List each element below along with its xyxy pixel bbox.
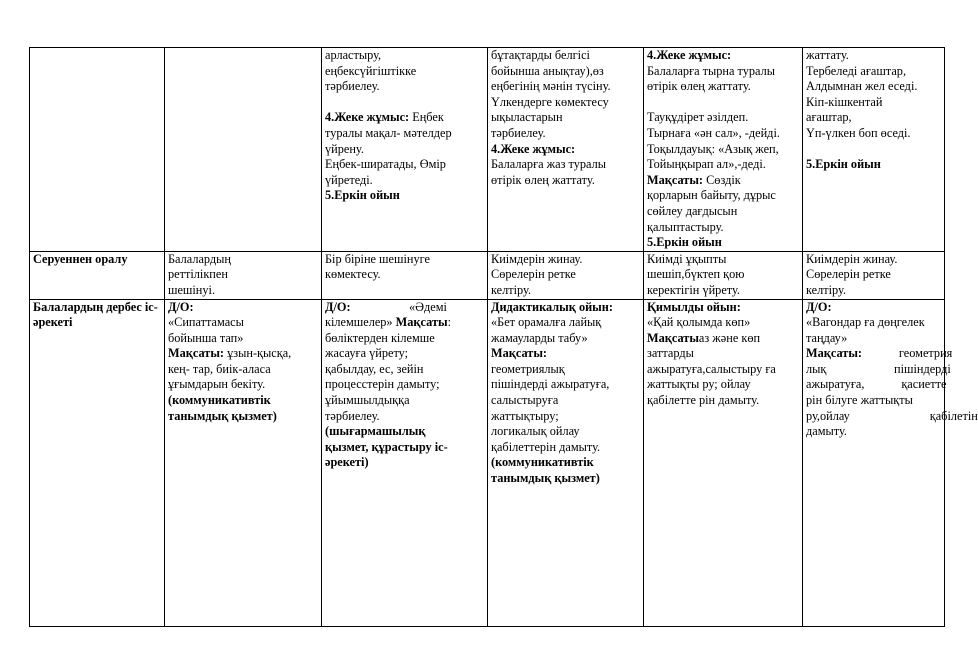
cell-line: [491, 346, 640, 362]
cell-line: [325, 173, 484, 189]
cell-line: [491, 64, 640, 80]
cell-line: [491, 79, 640, 95]
line-text: Тырнаға «ән сал», -дейді.: [647, 125, 780, 140]
line-text: Балалардың: [168, 251, 232, 266]
cell-line: [647, 142, 799, 158]
cell-line: [325, 48, 484, 64]
cell-line: [491, 157, 640, 173]
cell-line: [168, 331, 318, 347]
line-text: қорларын байыту, дұрыс: [647, 188, 776, 203]
line-text: ажыратуға, қасиетте: [806, 377, 947, 392]
cell-line: [491, 142, 640, 158]
line-text: Еңбек: [409, 110, 444, 125]
cell-line: [647, 126, 799, 142]
cell-line: [647, 95, 799, 111]
cell-line: [491, 95, 640, 111]
line-text: процесстерін дамыту;: [325, 377, 440, 392]
line-text: Сөрелерін ретке: [491, 267, 576, 282]
bold-label: Дидактикалық ойын:: [491, 299, 613, 314]
table-cell: [803, 299, 978, 626]
line-text: Тоқылдауық: «Азық жеп,: [647, 141, 779, 156]
bold-label: танымдық қызмет): [168, 408, 277, 423]
cell-line: [325, 346, 484, 362]
cell-line: [168, 409, 318, 425]
cell-line: [491, 455, 640, 471]
line-text: жасауға үйрету;: [325, 346, 409, 361]
cell-line: [325, 95, 484, 111]
cell-line: [325, 424, 484, 440]
cell-line: [647, 173, 799, 189]
line-text: шешіп,бүктеп қою: [647, 267, 745, 282]
line-text: лық пішіндерді: [806, 361, 951, 376]
line-text: арластыру,: [325, 48, 382, 62]
cell-line: [491, 409, 640, 425]
line-text: геометрия: [862, 346, 953, 361]
line-text: :: [447, 315, 452, 330]
line-text: еңбегінің мәнін түсіну.: [491, 79, 611, 94]
cell-line: [491, 393, 640, 409]
cell-line: [325, 267, 484, 283]
bold-label: Мақсаты:: [168, 346, 225, 361]
cell-line: [168, 346, 318, 362]
cell-line: [647, 377, 799, 393]
cell-line: [647, 79, 799, 95]
bold-label: 5.Еркін ойын: [647, 235, 722, 250]
line-text: ұғымдарын бекіту.: [168, 377, 266, 392]
table-row-return-from-walk: [30, 251, 945, 299]
bold-label: 4.Жеке жұмыс:: [491, 141, 576, 156]
cell-line: [806, 315, 941, 331]
cell-line: [325, 142, 484, 158]
cell-line: [806, 408, 978, 425]
line-text: ұзын-қысқа,: [224, 346, 292, 361]
cell-line: [806, 79, 941, 95]
line-text: тәрбиелеу.: [491, 125, 546, 140]
line-text: жаттықтыру;: [491, 408, 559, 423]
cell-line: [806, 361, 951, 378]
line-text: рін білуге жаттықты: [806, 393, 913, 408]
table-cell: [488, 299, 644, 626]
table-cell: [165, 48, 322, 252]
line-text: Тауқұдірет әзілдеп.: [647, 110, 749, 125]
bold-label: 5.Еркін ойын: [325, 188, 400, 203]
line-text: ажыратуға,салыстыру ға: [647, 361, 776, 376]
row-label: Серуеннен оралу: [30, 251, 165, 299]
cell-line: [806, 283, 941, 299]
cell-line: [806, 377, 947, 393]
cell-line: [168, 393, 318, 409]
cell-line: [806, 346, 953, 362]
cell-line: [491, 471, 640, 487]
line-text: келтіру.: [491, 282, 532, 297]
bold-label: қызмет, құрастыру іс-: [325, 439, 448, 454]
cell-line: [168, 252, 318, 268]
bold-label: Д/О:: [806, 299, 832, 314]
line-text: Сөрелерін ретке: [806, 267, 891, 282]
line-text: геометриялық: [491, 361, 565, 376]
bold-label: 4.Жеке жұмыс:: [647, 48, 732, 62]
cell-line: [647, 252, 799, 268]
cell-line: [491, 252, 640, 268]
cell-line: [647, 235, 799, 251]
cell-line: [647, 315, 799, 331]
table-cell: [165, 251, 322, 299]
table-cell: [803, 48, 945, 252]
line-text: дамыту.: [806, 424, 847, 439]
cell-line: [647, 188, 799, 204]
line-text: туралы мақал- мәтелдер: [325, 125, 452, 140]
cell-line: [325, 409, 484, 425]
line-text: көмектесу.: [325, 267, 381, 282]
cell-line: [325, 455, 484, 471]
line-text: Балаларға жаз туралы: [491, 157, 607, 172]
bold-label: әрекеті): [325, 455, 369, 470]
line-text: аз және көп: [698, 330, 761, 345]
cell-line: [491, 440, 640, 456]
cell-line: [325, 252, 484, 268]
cell-line: [168, 315, 318, 331]
cell-line: [491, 424, 640, 440]
cell-line: [647, 267, 799, 283]
cell-line: [491, 362, 640, 378]
cell-line: [647, 157, 799, 173]
row-label: Балалардың дербес іс-әрекеті: [30, 299, 165, 626]
bold-label: (коммуникативтік: [168, 393, 271, 408]
line-text: «Вагондар ға дөңгелек: [806, 315, 925, 330]
cell-line: [325, 157, 484, 173]
line-text: салыстыруға: [491, 393, 559, 408]
cell-line: [491, 300, 640, 316]
cell-line: [491, 377, 640, 393]
line-text: керектігін үйрету.: [647, 282, 740, 297]
line-text: Тербеледі ағаштар,: [806, 63, 907, 78]
line-text: «Әдемі: [350, 299, 447, 314]
bold-label: танымдық қызмет): [491, 471, 600, 486]
cell-line: [491, 267, 640, 283]
line-text: қалыптастыру.: [647, 219, 724, 234]
cell-line: [806, 110, 941, 126]
line-text: бойынша анықтау),өз: [491, 63, 604, 78]
line-text: келтіру.: [806, 282, 847, 297]
cell-line: [325, 331, 484, 347]
cell-line: [325, 377, 484, 393]
table-cell: [488, 48, 644, 252]
line-text: Еңбек-ширатады, Өмір: [325, 157, 446, 172]
cell-line: [491, 315, 640, 331]
bold-label: Мақсаты: [395, 315, 448, 330]
cell-line: [806, 393, 941, 409]
cell-line: [647, 64, 799, 80]
line-text: қабілетте рін дамыту.: [647, 393, 760, 408]
cell-line: [325, 440, 484, 456]
line-text: логикалық ойлау: [491, 424, 580, 439]
table-cell: [488, 251, 644, 299]
cell-line: [168, 283, 318, 299]
cell-line: [325, 79, 484, 95]
table-cell: [322, 299, 488, 626]
cell-line: [168, 362, 318, 378]
table-cell: [644, 299, 803, 626]
line-text: бұтақтарды белгісі: [491, 48, 590, 62]
cell-line: [491, 48, 640, 64]
line-text: Кіп-кішкентай: [806, 94, 883, 109]
line-text: «Бет орамалға лайық: [491, 315, 602, 330]
line-text: бөліктерден кілемше: [325, 330, 435, 345]
line-text: өтірік өлең жаттату.: [647, 79, 751, 94]
line-text: Үп-үлкен боп өседі.: [806, 125, 911, 140]
cell-line: [806, 157, 941, 173]
table-row-independent-activity: [30, 299, 945, 626]
cell-line: [806, 424, 941, 440]
line-text: Тойыңқырап ал»,-деді.: [647, 157, 766, 172]
line-text: «Қай қолымда көп»: [647, 315, 751, 330]
bold-label: Мақсаты:: [647, 172, 704, 187]
cell-line: [325, 188, 484, 204]
table-row-activities: [30, 48, 945, 252]
line-text: ықыластарын: [491, 110, 563, 125]
line-text: ағаштар,: [806, 110, 852, 125]
bold-label: 5.Еркін ойын: [806, 157, 881, 172]
cell-line: [168, 267, 318, 283]
line-text: сөйлеу дағдысын: [647, 203, 738, 218]
line-text: Сөздік: [703, 172, 741, 187]
cell-line: [647, 48, 799, 64]
line-text: жаттықты ру; ойлау: [647, 377, 751, 392]
bold-label: (коммуникативтік: [491, 455, 594, 470]
line-text: өтірік өлең жаттату.: [491, 172, 595, 187]
line-text: реттілікпен: [168, 267, 228, 282]
cell-line: [806, 48, 941, 64]
cell-line: [647, 283, 799, 299]
line-text: қабылдау, ес, зейін: [325, 361, 424, 376]
cell-line: [325, 300, 484, 316]
cell-line: [491, 110, 640, 126]
bold-label: Қимылды ойын:: [647, 299, 741, 314]
line-text: Үлкендерге көмектесу: [491, 94, 609, 109]
cell-line: [647, 331, 799, 347]
line-text: тәрбиелеу.: [325, 408, 380, 423]
cell-line: [647, 362, 799, 378]
line-text: кілемшелер»: [325, 315, 396, 330]
line-text: бойынша тап»: [168, 330, 244, 345]
cell-line: [325, 362, 484, 378]
table-cell: [322, 48, 488, 252]
cell-line: [491, 126, 640, 142]
cell-line: [647, 110, 799, 126]
cell-line: [647, 346, 799, 362]
bold-label: Д/О:: [325, 299, 351, 314]
table-cell: [644, 251, 803, 299]
cell-line: [647, 393, 799, 409]
table-cell: [644, 48, 803, 252]
line-text: қабілеттерін дамыту.: [491, 439, 601, 454]
cell-line: [806, 300, 941, 316]
line-text: ру,ойлау қабілетін: [806, 408, 978, 423]
table-cell: [322, 251, 488, 299]
line-text: пішіндерді ажыратуға,: [491, 377, 610, 392]
cell-line: [168, 377, 318, 393]
line-text: Алдымнан жел еседі.: [806, 79, 918, 94]
line-text: Киімді ұқыпты: [647, 251, 727, 266]
line-text: Киімдерін жинау.: [491, 251, 583, 266]
cell-line: [647, 204, 799, 220]
cell-line: [491, 331, 640, 347]
line-text: ұйымшылдыққа: [325, 393, 410, 408]
line-text: Бір біріне шешінуге: [325, 251, 430, 266]
line-text: тәрбиелеу.: [325, 79, 380, 94]
line-text: Балаларға тырна туралы: [647, 63, 776, 78]
line-text: үйретеді.: [325, 172, 373, 187]
cell-line: [806, 95, 941, 111]
line-text: кең- тар, биік-аласа: [168, 361, 271, 376]
cell-line: [647, 300, 799, 316]
cell-line: [325, 393, 484, 409]
cell-line: [325, 315, 484, 331]
cell-line: [806, 142, 941, 158]
cell-line: [325, 126, 484, 142]
cell-line: [647, 220, 799, 236]
line-text: үйрену.: [325, 141, 364, 156]
lesson-plan-table: [29, 47, 978, 627]
line-text: жамауларды табу»: [491, 330, 588, 345]
bold-label: (шығармашылық: [325, 424, 426, 439]
line-text: таңдау»: [806, 330, 848, 345]
table-cell: [165, 299, 322, 626]
line-text: жаттату.: [806, 48, 849, 62]
line-text: заттарды: [647, 346, 694, 361]
line-text: шешінуі.: [168, 282, 216, 297]
line-text: «Сипаттамасы: [168, 315, 244, 330]
cell-line: [806, 252, 941, 268]
cell-line: [806, 331, 941, 347]
cell-line: [806, 126, 941, 142]
table-cell: [803, 251, 945, 299]
bold-label: Мақсаты: [647, 330, 699, 345]
cell-line: [806, 267, 941, 283]
cell-line: [491, 173, 640, 189]
bold-label: Д/О:: [168, 299, 194, 314]
cell-line: [325, 110, 484, 126]
cell-line: [325, 64, 484, 80]
bold-label: 4.Жеке жұмыс:: [325, 110, 410, 125]
bold-label: Мақсаты:: [806, 346, 863, 361]
cell-line: [806, 64, 941, 80]
cell-line: [491, 283, 640, 299]
row-label: [30, 48, 165, 252]
line-text: Киімдерін жинау.: [806, 251, 898, 266]
bold-label: Мақсаты:: [491, 346, 548, 361]
line-text: еңбексүйгіштікке: [325, 63, 417, 78]
cell-line: [168, 300, 318, 316]
